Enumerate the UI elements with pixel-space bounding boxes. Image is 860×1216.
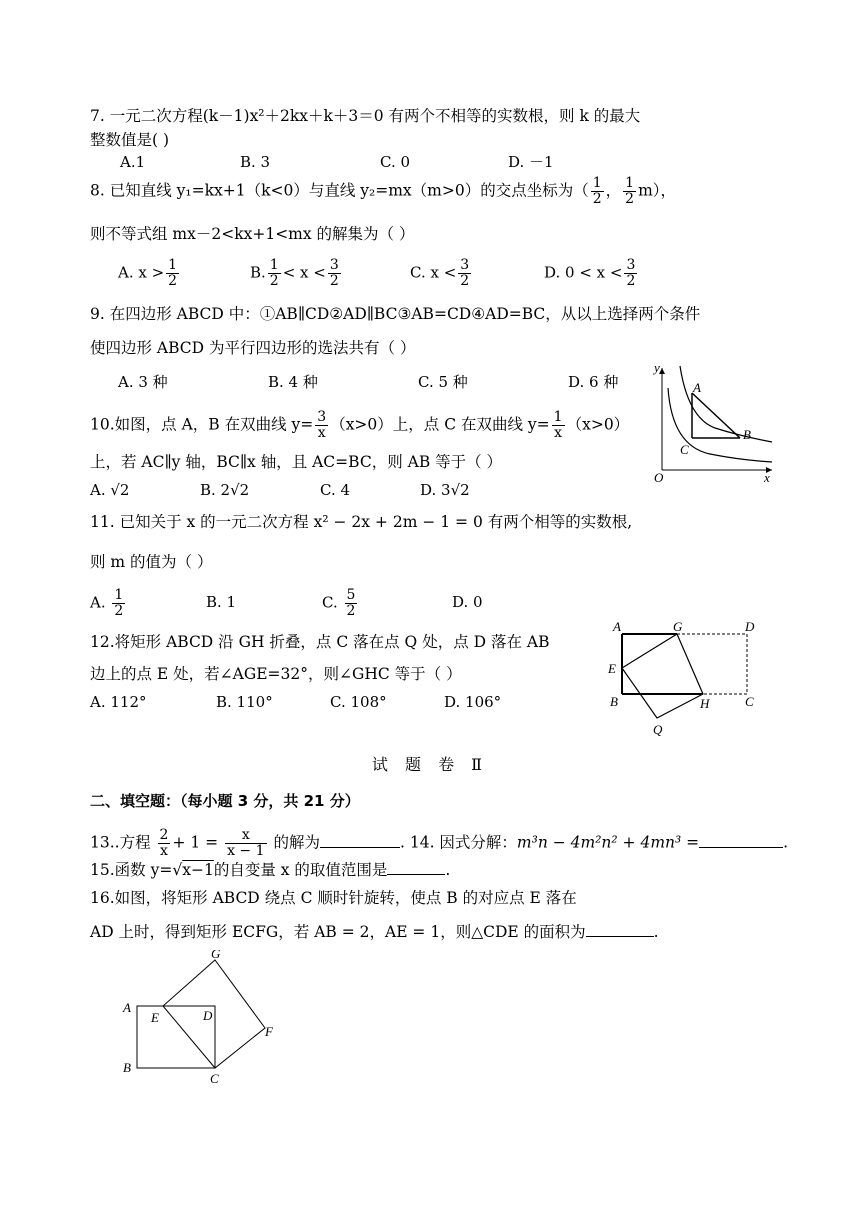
label-c: C — [745, 694, 754, 709]
q10-text-a: 10.如图，点 A，B 在双曲线 y= — [90, 415, 314, 434]
q10-figure — [640, 358, 780, 488]
q10-option-b: B. 2√2 — [200, 481, 250, 499]
opt-frac — [166, 258, 179, 289]
opt-text: C. x < — [410, 263, 457, 282]
q10-fraction-2 — [552, 410, 565, 441]
q11-option-a — [90, 588, 127, 619]
frac-den: 2 — [460, 273, 470, 289]
frac-den: 2 — [346, 603, 356, 619]
frac-num: 1 — [168, 257, 178, 273]
q9-option-c: C. 5 种 — [418, 373, 468, 391]
frac-num: 3 — [626, 257, 636, 273]
q11-stem-line2: 则 m 的值为（ ） — [90, 553, 213, 571]
q8-fraction-y — [623, 176, 636, 207]
frac-den: x — [317, 425, 326, 441]
q8-option-d — [544, 258, 639, 289]
q11-option-b: B. 1 — [206, 593, 237, 611]
q10-option-d: D. 3√2 — [420, 481, 470, 499]
q15-radicand: x−1 — [182, 861, 214, 879]
frac-num: 3 — [329, 257, 339, 273]
frac-den: 2 — [626, 273, 636, 289]
frac-num: 3 — [460, 257, 470, 273]
q13-frac-b — [225, 828, 266, 859]
q13-answer-blank[interactable] — [320, 847, 400, 848]
frac-num: x — [225, 828, 266, 844]
q13-q14-line — [90, 828, 788, 859]
q15-answer-blank[interactable] — [387, 874, 445, 875]
opt-frac — [458, 258, 471, 289]
rectangle-ecfg — [163, 960, 265, 1068]
q16-end: . — [653, 923, 659, 941]
q13-plus: + 1 = — [172, 833, 219, 852]
rectangle-abcd-dashed — [622, 634, 747, 694]
label-g: G — [673, 619, 683, 634]
q12-figure — [605, 618, 775, 740]
curve-3-over-x — [680, 366, 772, 442]
label-h: H — [700, 696, 710, 711]
label-a: A — [123, 1000, 131, 1015]
frac-num: 3 — [317, 409, 327, 425]
q9-stem-line2: 使四边形 ABCD 为平行四边形的选法共有（ ） — [90, 339, 416, 357]
label-f: F — [265, 1024, 273, 1039]
folded-polygon — [622, 634, 703, 718]
label-b: B — [743, 427, 751, 442]
q8-text-b: m）， — [638, 181, 677, 200]
q13-frac-a — [158, 828, 171, 859]
frac-den: x — [160, 843, 168, 859]
frac-den: 2 — [625, 191, 635, 207]
label-c: C — [210, 1071, 219, 1086]
opt-frac — [624, 258, 637, 289]
label-c: C — [680, 442, 689, 457]
q8-stem-line2: 则不等式组 mx－2<kx+1<mx 的解集为（ ） — [90, 225, 415, 243]
frac-num: 2 — [159, 827, 169, 843]
q10-fraction-1 — [315, 410, 328, 441]
label-e: E — [608, 661, 616, 676]
q12-option-a: A. 112° — [90, 693, 147, 711]
frac-den: 2 — [114, 603, 124, 619]
q7-option-c: C. 0 — [380, 153, 411, 171]
q12-option-c: C. 108° — [330, 693, 387, 711]
opt-frac — [268, 258, 281, 289]
frac-den: 2 — [592, 191, 602, 207]
frac-den: x − 1 — [227, 843, 265, 859]
frac-num: 1 — [625, 175, 635, 191]
frac-num: 1 — [269, 257, 279, 273]
q10-option-a: A. √2 — [90, 481, 130, 499]
q12-stem-line1: 12.将矩形 ABCD 沿 GH 折叠，点 C 落在点 Q 处，点 D 落在 AB — [90, 633, 550, 651]
label-a: A — [613, 619, 621, 634]
q11-stem-line1: 11. 已知关于 x 的一元二次方程 x² − 2x + 2m − 1 = 0 有两个相等的实数根, — [90, 513, 633, 531]
q13-suffix: 的解为 — [273, 833, 320, 852]
q7-option-a: A.1 — [120, 153, 146, 171]
frac-den: 2 — [269, 273, 279, 289]
frac-num: 1 — [592, 175, 602, 191]
label-x: x — [764, 470, 770, 485]
q12-option-b: B. 110° — [216, 693, 273, 711]
opt-frac — [328, 258, 341, 289]
part2-title: 试 题 卷 Ⅱ — [371, 755, 489, 774]
q9-option-b: B. 4 种 — [268, 373, 318, 391]
q13-prefix: 13..方程 — [90, 833, 151, 852]
opt-text: C. — [322, 593, 338, 612]
q14-prefix: 14. 因式分解： — [409, 833, 517, 852]
q14-answer-blank[interactable] — [699, 847, 783, 848]
q16-answer-blank[interactable] — [586, 936, 654, 937]
q8-stem-line1: 8. 已知直线 y₁=kx+1（k<0）与直线 y₂=mx（m>0）的交点坐标为（ $\frac{1}{2}$ ， $\frac{1}{2}$ m）， — [90, 175, 677, 207]
q14-expression: m³n − 4m²n² + 4mn³ = — [516, 833, 700, 852]
q8-fraction-x — [591, 176, 604, 207]
q7-option-d: D. －1 — [508, 153, 554, 171]
y-axis-arrow — [659, 368, 665, 374]
q15-prefix: 15.函数 y= — [90, 861, 173, 879]
label-g: G — [211, 950, 221, 961]
label-q: Q — [653, 722, 663, 737]
q11-option-d: D. 0 — [452, 593, 483, 611]
label-e: E — [151, 1010, 159, 1025]
q15-suffix: 的自变量 x 的取值范围是 — [213, 861, 388, 879]
label-b: B — [123, 1060, 131, 1075]
opt-frac — [345, 588, 358, 619]
q9-stem-line1: 9. 在四边形 ABCD 中：①AB∥CD②AD∥BC③AB=CD④AD=BC，从以上选择两个条件 — [90, 305, 701, 323]
label-o: O — [654, 470, 664, 485]
label-d: D — [745, 619, 755, 634]
q10-text-b: （x>0）上，点 C 在双曲线 y= — [330, 415, 550, 434]
q7-stem-line2: 整数值是( ) — [90, 131, 170, 149]
q10-option-c: C. 4 — [320, 481, 351, 499]
opt-text: A. — [90, 593, 106, 612]
opt-text: A. x > — [118, 263, 165, 282]
section2-heading: 二、填空题：（每小题 3 分，共 21 分） — [90, 792, 360, 810]
q10-text-c: （x>0） — [566, 415, 630, 434]
q9-option-d: D. 6 种 — [568, 373, 619, 391]
q11-option-c — [322, 588, 359, 619]
opt-text: B. — [250, 263, 266, 282]
q16-figure — [115, 950, 285, 1090]
segment-ab — [692, 393, 740, 438]
q8-option-c — [410, 258, 473, 289]
frac-num: 1 — [114, 587, 124, 603]
q14-end: . — [783, 833, 789, 852]
opt-frac — [112, 588, 125, 619]
q10-stem-line2: 上，若 AC∥y 轴，BC∥x 轴，且 AC=BC，则 AB 等于（ ） — [90, 453, 503, 471]
q8-option-b — [250, 258, 343, 289]
q8-option-a — [118, 258, 181, 289]
q16-text: AD 上时，得到矩形 ECFG，若 AB = 2，AE = 1，则△CDE 的面积为 — [90, 923, 586, 941]
q12-stem-line2: 边上的点 E 处，若∠AGE=32°，则∠GHC 等于（ ） — [90, 665, 462, 683]
q13-end: . — [399, 833, 405, 852]
opt-text: < x < — [282, 263, 326, 282]
opt-text: D. 0 < x < — [544, 263, 623, 282]
label-b: B — [610, 694, 618, 709]
q10-stem-line1 — [90, 410, 629, 441]
label-a: A — [693, 380, 701, 395]
q7-stem-line1: 7. 一元二次方程(k－1)x²＋2kx＋k＋3＝0 有两个不相等的实数根，则 k 的最大 — [90, 107, 641, 125]
frac-num: 5 — [346, 587, 356, 603]
label-y: y — [654, 360, 660, 375]
q7-option-b: B. 3 — [240, 153, 271, 171]
q16-stem-line1: 16.如图，将矩形 ABCD 绕点 C 顺时针旋转，使点 B 的对应点 E 落在 — [90, 889, 577, 907]
q16-stem-line2 — [90, 922, 659, 942]
frac-den: x — [554, 425, 563, 441]
frac-den: 2 — [168, 273, 178, 289]
q8-text-a: 8. 已知直线 y₁=kx+1（k<0）与直线 y₂=mx（m>0）的交点坐标为（ — [90, 181, 589, 200]
q9-option-a: A. 3 种 — [118, 373, 168, 391]
frac-den: 2 — [329, 273, 339, 289]
frac-num: 1 — [553, 409, 563, 425]
label-d: D — [203, 1008, 213, 1023]
q15-end: . — [445, 861, 451, 879]
q12-option-d: D. 106° — [444, 693, 502, 711]
q15-line: 15.函数 y=√x−1的自变量 x 的取值范围是 . — [90, 861, 451, 879]
